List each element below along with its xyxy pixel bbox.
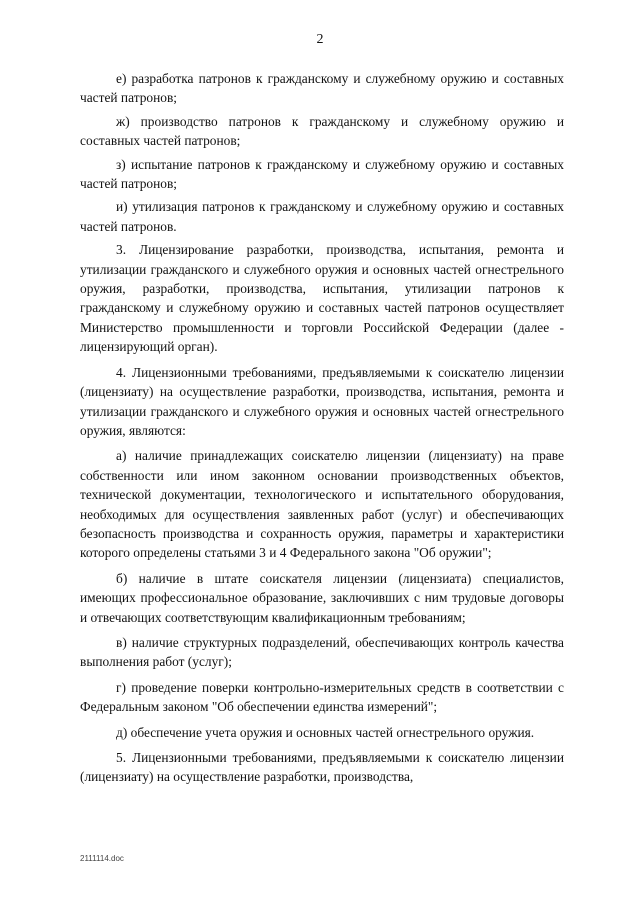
document-body <box>80 69 564 793</box>
paragraph-section-5: 5. Лицензионными требованиями, предъявляемыми к соискателю лицензии (лицензиату) на осуществление разработки, производства, <box>80 750 564 785</box>
paragraph-item-d: д) обеспечение учета оружия и основных частей огнестрельного оружия. <box>116 724 535 740</box>
paragraph-section-3: 3. Лицензирование разработки, производства, испытания, ремонта и утилизации гражданского и служебного оружия и основных частей огнестрельного оружия, разработки, производства, испытания, утилизации патронов к гражданскому и служебному оружию и составных частей патронов осуществляет Министерство промышленности и торговли Российской Федерации (далее - лицензирующий орган). <box>80 242 564 355</box>
paragraph-item-e: е) разработка патронов к гражданскому и служебному оружию и составных частей патронов; <box>80 71 564 106</box>
paragraph-item-v: в) наличие структурных подразделений, обеспечивающих контроль качества выполнения работ (услуг); <box>80 634 564 670</box>
paragraph-item-a: а) наличие принадлежащих соискателю лицензии (лицензиату) на праве собственности или ином законном основании производственных объектов, технической документации, технологического и испытательного оборудования, необходимых для осуществления заявленных работ (услуг) и обеспечивающих безопасность производства и сохранность оружия, параметры и характеристики которого определены статьями 3 и 4 Федерального закона "Об оружии"; <box>80 448 564 561</box>
paragraph-item-zh: ж) производство патронов к гражданскому и служебному оружию и составных частей патронов; <box>80 113 564 149</box>
paragraph-item-b: б) наличие в штате соискателя лицензии (лицензиата) специалистов, имеющих профессиональное образование, заключивших с ним трудовые договоры и отвечающих соответствующим квалификационным требованиям; <box>80 570 564 625</box>
page-number: 2 <box>316 32 324 47</box>
paragraph-item-z: з) испытание патронов к гражданскому и служебному оружию и составных частей патронов; <box>80 156 564 192</box>
footer-filename: 2111114.doc <box>80 854 124 863</box>
paragraph-item-g: г) проведение поверки контрольно-измерительных средств в соответствии с Федеральным законом "Об обеспечении единства измерений"; <box>80 679 564 715</box>
paragraph-item-i: и) утилизация патронов к гражданскому и служебному оружию и составных частей патронов. <box>80 199 564 234</box>
paragraph-section-4: 4. Лицензионными требованиями, предъявляемыми к соискателю лицензии (лицензиату) на осуществление разработки, производства, испытания, ремонта и утилизации гражданского и служебного оружия и основных частей огнестрельного оружия, являются: <box>80 364 564 438</box>
